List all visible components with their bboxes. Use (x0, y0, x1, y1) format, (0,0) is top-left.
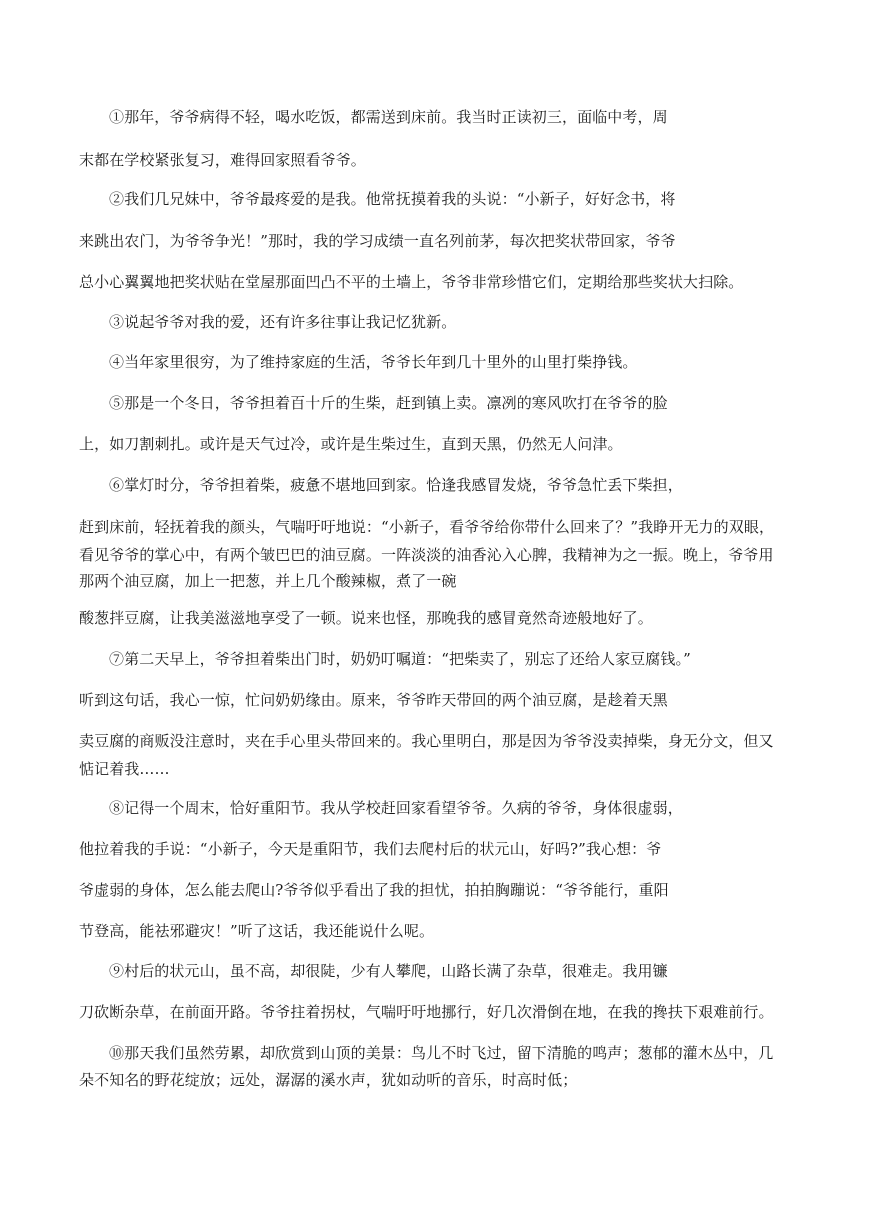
paragraph-5-line-1: ⑤那是一个冬日，爷爷担着百十斤的生柴，赶到镇上卖。凛冽的寒风吹打在爷爷的脸 (109, 394, 668, 412)
paragraph-2-line-3: 总小心翼翼地把奖状贴在堂屋那面凹凸不平的土墙上，爷爷非常珍惜它们，定期给那些奖状大扫除。 (79, 273, 744, 291)
paragraph-5-line-2: 上，如刀割刺扎。或许是天气过冷，或许是生柴过生，直到天黑，仍然无人问津。 (79, 435, 623, 453)
paragraph-7-line-2: 听到这句话，我心一惊，忙问奶奶缘由。原来，爷爷昨天带回的两个油豆腐，是趁着天黑 (79, 691, 668, 709)
paragraph-6-line-2: 赶到床前，轻抚着我的颜头，气喘吁吁地说：“小新子，看爷爷给你带什么回来了？”我睁开无力的双眼， (79, 518, 775, 536)
paragraph-8-line-1: ⑧记得一个周末，恰好重阳节。我从学校赶回家看望爷爷。久病的爷爷，身体很虚弱， (109, 799, 683, 817)
paragraph-7-line-3: 卖豆腐的商贩没注意时，夹在手心里头带回来的。我心里明白，那是因为爷爷没卖掉柴，身无分文，但又 (79, 732, 774, 750)
paragraph-7-line-1: ⑦第二天早上，爷爷担着柴出门时，奶奶叮嘱道：“把柴卖了，别忘了还给人家豆腐钱。” (109, 650, 691, 668)
paragraph-1-line-2: 末都在学校紧张复习，难得回家照看爷爷。 (79, 151, 366, 169)
paragraph-3-line-1: ③说起爷爷对我的爱，还有许多往事让我记忆犹新。 (109, 313, 457, 331)
paragraph-8-line-2: 他拉着我的手说：“小新子，今天是重阳节，我们去爬村后的状元山，好吗?”我心想：爷 (79, 840, 662, 858)
paragraph-10-line-1: ⑩那天我们虽然劳累，却欣赏到山顶的美景：鸟儿不时飞过，留下清脆的鸣声；葱郁的灌木丛中，几 (109, 1044, 774, 1062)
paragraph-8-line-3: 爷虚弱的身体，怎么能去爬山?爷爷似乎看出了我的担忧，拍拍胸蹦说：“爷爷能行，重阳 (79, 881, 669, 899)
paragraph-6-line-3: 看见爷爷的掌心中，有两个皱巴巴的油豆腐。一阵淡淡的油香沁入心脾，我精神为之一振。晚上，爷爷用 (79, 546, 774, 564)
paragraph-6-line-1: ⑥掌灯时分，爷爷担着柴，疲惫不堪地回到家。恰逢我感冒发烧，爷爷急忙丢下柴担， (109, 476, 683, 494)
paragraph-10-line-2: 朵不知名的野花绽放；远处，潺潺的溪水声，犹如动听的音乐，时高时低； (79, 1071, 578, 1089)
paragraph-4-line-1: ④当年家里很穷，为了维持家庭的生活，爷爷长年到几十里外的山里打柴挣钱。 (109, 353, 638, 371)
paragraph-1-line-1: ①那年，爷爷病得不轻，喝水吃饭，都需送到床前。我当时正读初三，面临中考，周 (109, 108, 668, 126)
paragraph-6-line-4: 那两个油豆腐，加上一把葱，并上几个酸辣椒，煮了一碗 (79, 572, 457, 590)
paragraph-9-line-1: ⑨村后的状元山，虽不高，却很陡，少有人攀爬，山路长满了杂草，很难走。我用镰 (109, 962, 668, 980)
paragraph-2-line-2: 来跳出农门，为爷爷争光！”那时，我的学习成绩一直名列前茅，每次把奖状带回家，爷爷 (79, 232, 676, 250)
paragraph-9-line-2: 刀砍断杂草，在前面开路。爷爷拄着拐杖，气喘吁吁地挪行，好几次滑倒在地，在我的搀扶下艰难前行。 (79, 1003, 774, 1021)
paragraph-2-line-1: ②我们几兄妹中，爷爷最疼爱的是我。他常抚摸着我的头说：“小新子，好好念书，将 (109, 190, 676, 208)
paragraph-6-line-5: 酸葱拌豆腐，让我美滋滋地享受了一顿。说来也怪，那晚我的感冒竟然奇迹般地好了。 (79, 609, 653, 627)
paragraph-7-line-4: 惦记着我…… (79, 760, 170, 778)
paragraph-8-line-4: 节登高，能祛邪避灾！”听了这话，我还能说什么呢。 (79, 922, 435, 940)
